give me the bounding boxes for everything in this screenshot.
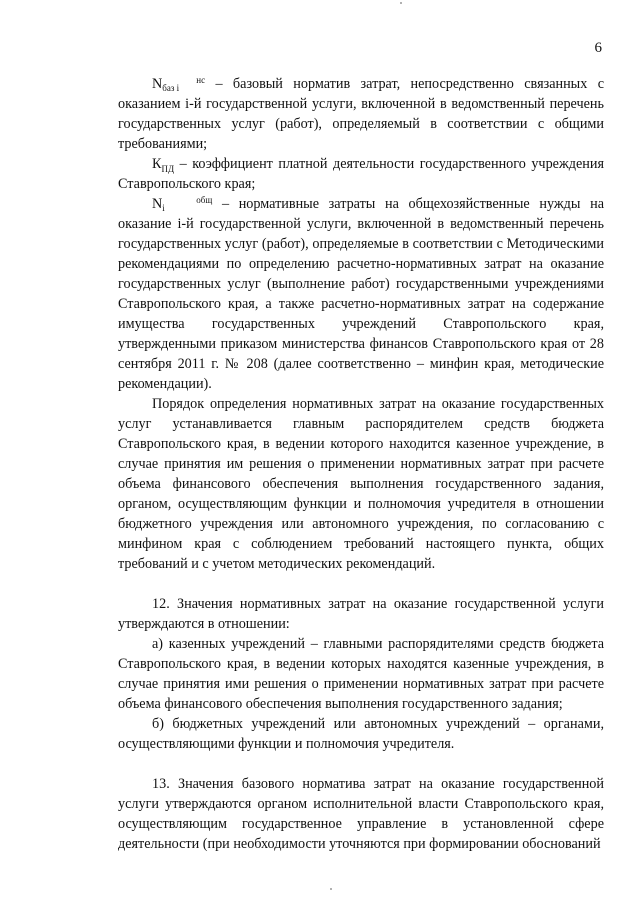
symbol-k-pd: $К_{ПД}$ [152,156,175,174]
paragraph-item-12: 12. Значения нормативных затрат на оказание государственной услуги утверждаются в отношении: [118,596,604,632]
paragraph-procedure: Порядок определения нормативных затрат на оказание государственных услуг устанавливается главным распорядителем средств бюджета Ставропольского края, в ведении которого находится казенное учреждение, в случае принятия им решения о применении нормативных затрат при расчете объема финансового обеспечения выполнения государственного задания, органом, осуществляющим функции и полномочия учредителя в отношении бюджетного учреждения или автономного учреждения, по согласованию с минфином края с соблюдением требований настоящего пункта, общих требований и с учетом методических рекомендаций. [118,396,604,572]
paragraph-definition-k-pd: $К_{ПД}$ – коэффициент платной деятельности государственного учреждения Ставропольского края; [118,156,604,192]
scan-speck [330,888,332,890]
paragraph-definition-n-general: N общ i – нормативные затраты на общехозяйственные нужды на оказание i-й государственной услуги, включенной в ведомственный перечень государственных услуг (работ), определяемые в соответствии с Методическими рекомендациями по определению расчетно-нормативных затрат на оказание государственных услуг (выполнение работ) государственными учреждениями Ставропольского края, а также расчетно-нормативных затрат на содержание имущества государственных учреждений Ставропольского края, утвержденными приказом министерства финансов Ставропольского края от 28 сентября 2011 г. № 208 (далее соответственно – минфин края, методические рекомендации). [118,195,604,392]
scan-speck [400,2,402,4]
symbol-n-general: N общ i [152,195,213,213]
paragraph-definition-n-base: N нс баз i – базовый норматив затрат, непосредственно связанных с оказанием i-й государственной услуги, включенной в ведомственный перечень государственных услуг (работ), определяемый в соответствии с общими требованиями; [118,75,604,152]
document-body [118,74,604,854]
paragraph-item-12-a: а) казенных учреждений – главными распорядителями средств бюджета Ставропольского края, в ведении которых находятся казенные учреждения, в случае принятия ими решения о применении нормативных затрат при расчете объема финансового обеспечения выполнения государственного задания; [118,636,604,712]
paragraph-item-12-b: б) бюджетных учреждений или автономных учреждений – органами, осуществляющими функции и полномочия учредителя. [118,716,604,752]
paragraph-item-13: 13. Значения базового норматива затрат на оказание государственной услуги утверждаются органом исполнительной власти Ставропольского края, осуществляющим государственное управление в установленной сфере деятельности (при необходимости уточняются при формировании обоснований [118,776,604,852]
symbol-n-base: N нс баз i [152,75,206,93]
page-number: 6 [594,40,602,56]
